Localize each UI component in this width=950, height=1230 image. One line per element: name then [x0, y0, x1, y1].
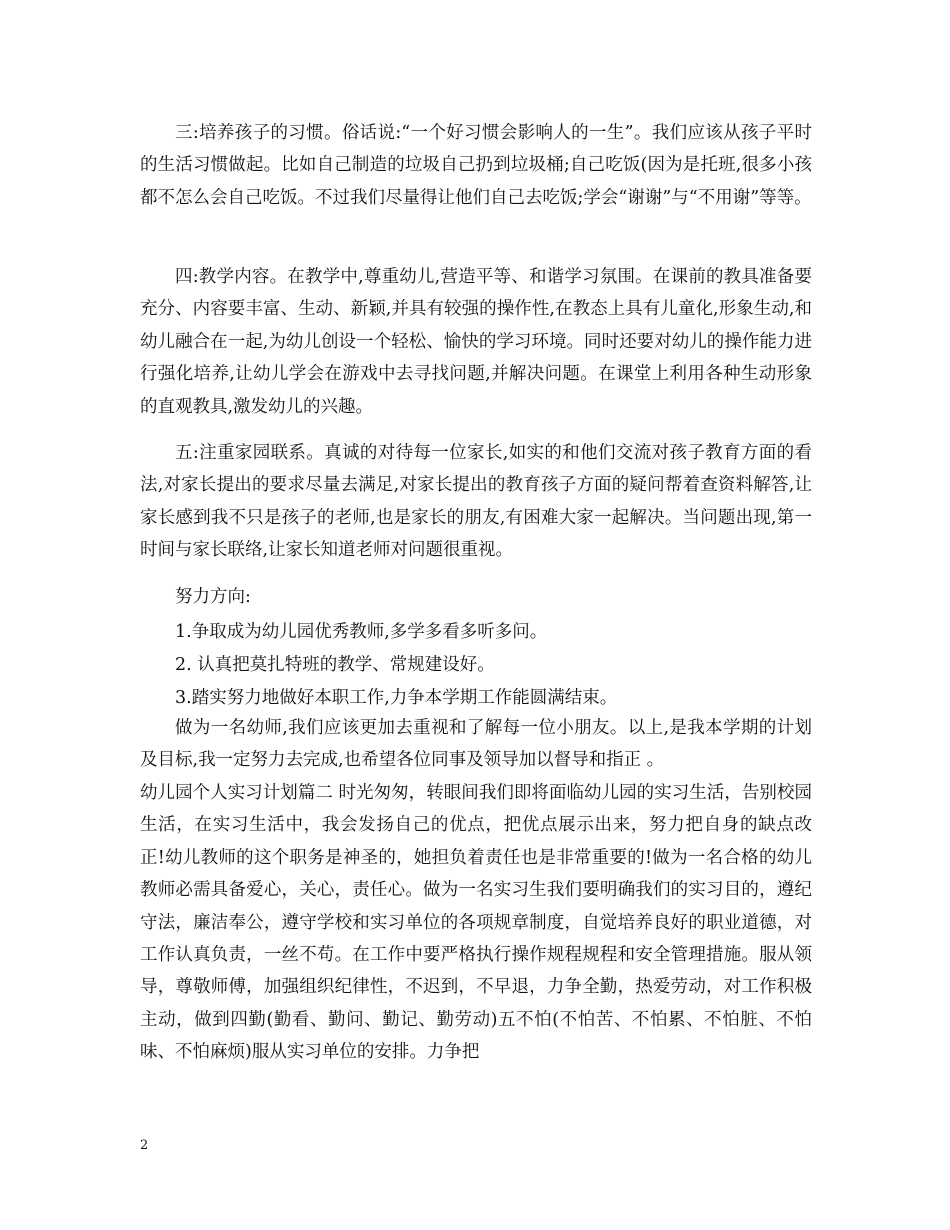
list-item: 2. 认真把莫扎特班的教学、常规建设好。: [175, 655, 495, 675]
list-item: 1.争取成为幼儿园优秀教师,多学多看多听多问。: [175, 622, 548, 642]
direction-heading: 努力方向:: [175, 587, 251, 607]
paragraph-home-contact: 五:注重家园联系。真诚的对待每一位家长,如实的和他们交流对孩子教育方面的看法,对家长提出的要求尽量去满足,对家长提出的教育孩子方面的疑问帮着查资料解答,让家长感到我不只是孩子的老师,也是家长的朋友,有困难大家一起解决。当问题出现,第一时间与家长联络,让家长知道老师对问题很重视。: [140, 443, 812, 561]
paragraph-section-two: 幼儿园个人实习计划篇二 时光匆匆，转眼间我们即将面临幼儿园的实习生活，告别校园生活，在实习生活中，我会发扬自己的优点，把优点展示出来，努力把自身的缺点改正!幼儿教师的这个职务是神圣的，她担负着责任也是非常重要的!做为一名合格的幼儿教师必需具备爱心，关心，责任心。做为一名实习生我们要明确我们的实习目的，遵纪守法，廉洁奉公，遵守学校和实习单位的各项规章制度，自觉培养良好的职业道德，对工作认真负责，一丝不苟。在工作中要严格执行操作规程规程和安全管理措施。服从领导，尊敬师傅，加强组织纪律性，不迟到，不早退，力争全勤，热爱劳动，对工作积极主动，做到四勤(勤看、勤问、勤记、勤劳动)五不怕(不怕苦、不怕累、不怕脏、不怕味、不怕麻烦)服从实习单位的安排。力争把: [140, 783, 812, 1063]
paragraph-habits: 三:培养孩子的习惯。俗话说:“一个好习惯会影响人的一生”。我们应该从孩子平时的生活习惯做起。比如自己制造的垃圾自己扔到垃圾桶;自己吃饭(因为是托班,很多小孩都不怎么会自己吃饭。不过我们尽量得让他们自己去吃饭;学会“谢谢”与“不用谢”等等。: [140, 123, 812, 208]
list-item: 3.踏实努力地做好本职工作,力争本学期工作能圆满结束。: [175, 688, 618, 708]
paragraph-conclusion: 做为一名幼师,我们应该更加去重视和了解每一位小朋友。以上,是我本学期的计划及目标,我一定努力去完成,也希望各位同事及领导加以督导和指正 。: [140, 718, 812, 771]
paragraph-teaching: 四:教学内容。在教学中,尊重幼儿,营造平等、和谐学习氛围。在课前的教具准备要充分、内容要丰富、生动、新颖,并具有较强的操作性,在教态上具有儿童化,形象生动,和幼儿融合在一起,为幼儿创设一个轻松、愉快的学习环境。同时还要对幼儿的操作能力进行强化培养,让幼儿学会在游戏中去寻找问题,并解决问题。在课堂上利用各种生动形象的直观教具,激发幼儿的兴趣。: [140, 267, 812, 417]
page-number: 2: [140, 1138, 149, 1153]
